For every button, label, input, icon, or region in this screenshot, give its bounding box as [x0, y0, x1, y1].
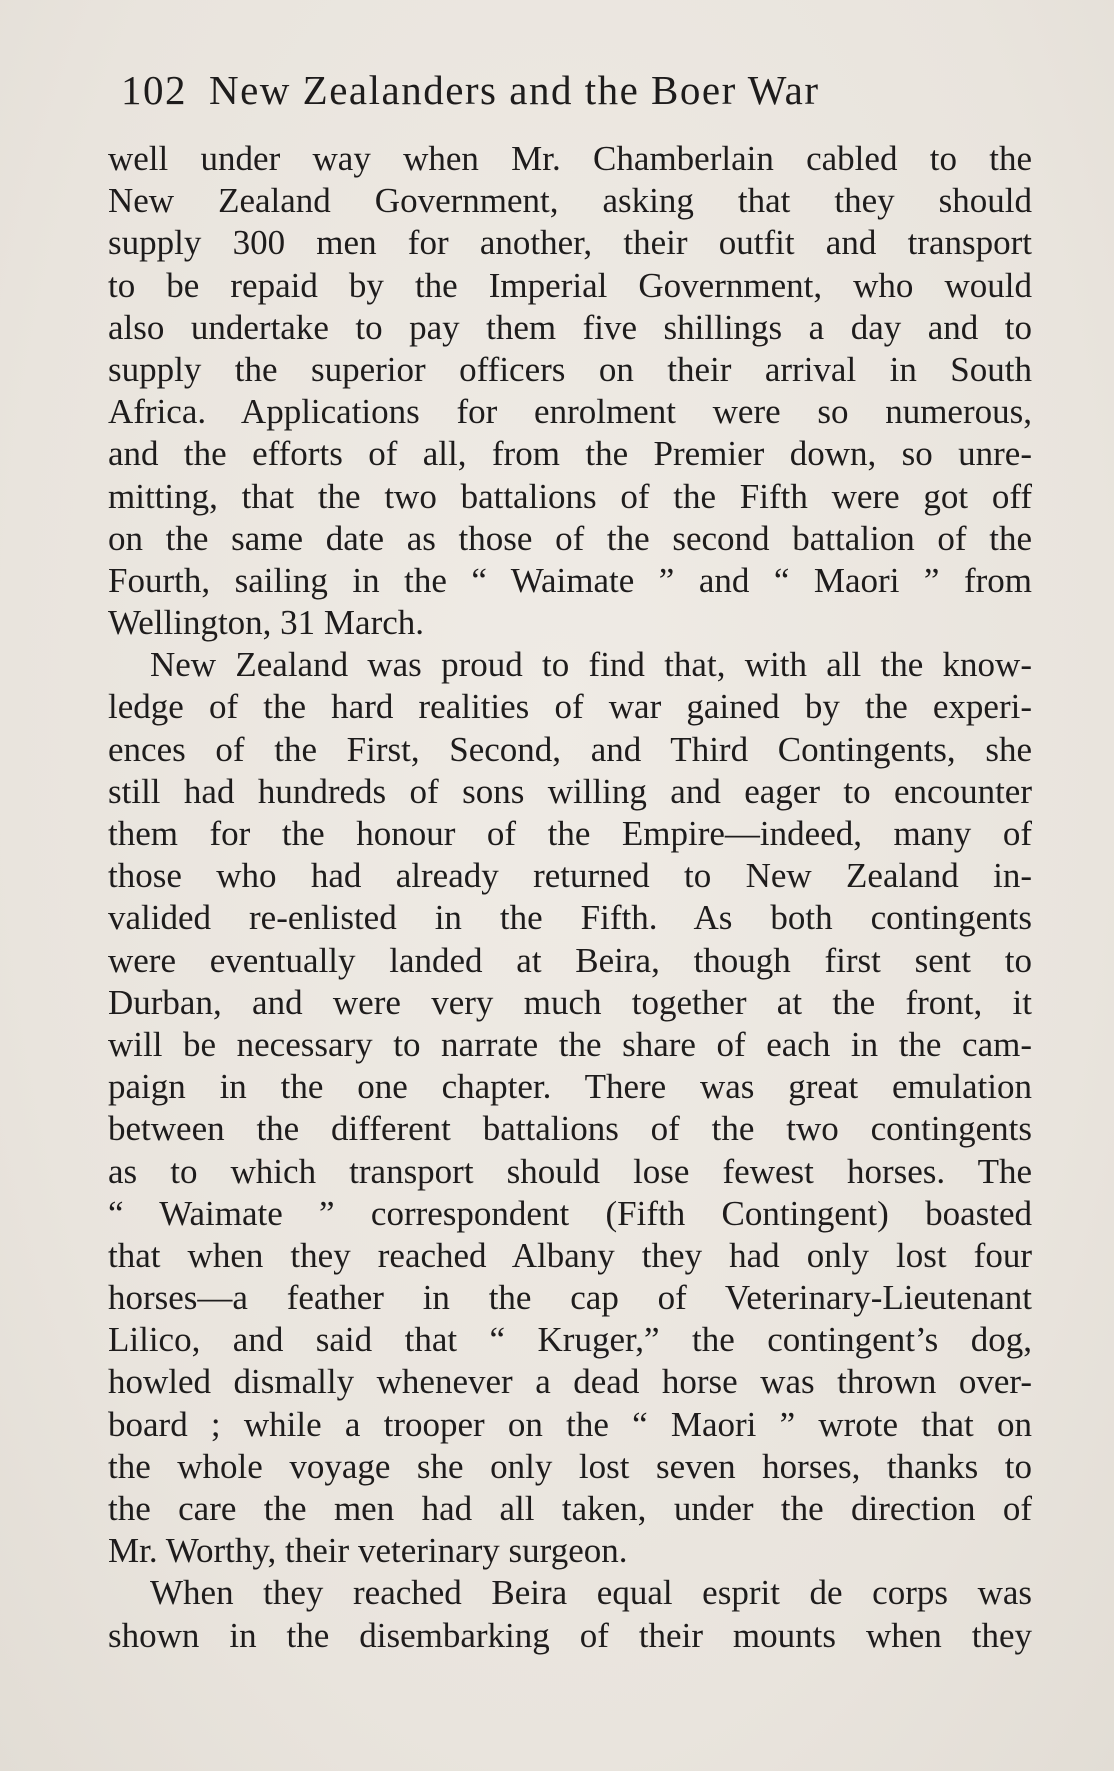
text-line: still had hundreds of sons willing and eager to encounter — [108, 771, 1032, 811]
text-line: shown in the disembarking of their mounts when they — [108, 1615, 1032, 1655]
text-line: well under way when Mr. Chamberlain cabled to the — [108, 139, 1032, 178]
text-line: “ Waimate ” correspondent (Fifth Contingent) boasted — [108, 1193, 1032, 1233]
page-number: 102 — [121, 67, 187, 113]
text-line: Wellington, 31 March. — [108, 603, 425, 643]
text-line: were eventually landed at Beira, though first sent to — [108, 940, 1032, 980]
text-line: howled dismally whenever a dead horse was thrown over- — [108, 1362, 1032, 1402]
text-line: Lilico, and said that “ Kruger,” the contingent’s dog, — [108, 1320, 1032, 1360]
text-line: on the same date as those of the second battalion of the — [108, 518, 1032, 558]
running-head — [121, 66, 981, 126]
text-line: board ; while a trooper on the “ Maori ” wrote that on — [108, 1404, 1032, 1444]
text-line: as to which transport should lose fewest horses. The — [108, 1151, 1032, 1191]
text-line: supply 300 men for another, their outfit and transport — [108, 223, 1032, 263]
text-line: paign in the one chapter. There was great emulation — [108, 1067, 1032, 1107]
text-line: and the efforts of all, from the Premier down, so unre- — [108, 434, 1032, 474]
text-line: horses—a feather in the cap of Veterinary-Lieutenant — [108, 1278, 1032, 1318]
text-line: between the different battalions of the two contingents — [108, 1109, 1032, 1149]
text-line: ledge of the hard realities of war gained by the experi- — [108, 687, 1032, 727]
text-line: Durban, and were very much together at the front, it — [108, 982, 1032, 1022]
text-line: the care the men had all taken, under the direction of — [108, 1489, 1032, 1528]
text-line: those who had already returned to New Zealand in- — [108, 856, 1032, 896]
body-text — [108, 138, 1032, 1657]
paragraph-first-line: New Zealand was proud to find that, with all the know- — [150, 645, 1032, 685]
text-line: ences of the First, Second, and Third Contingents, she — [108, 729, 1032, 769]
running-title: New Zealanders and the Boer War — [209, 67, 820, 113]
text-line: that when they reached Albany they had only lost four — [108, 1235, 1032, 1275]
text-line: supply the superior officers on their arrival in South — [108, 349, 1032, 389]
text-line: Mr. Worthy, their veterinary surgeon. — [108, 1531, 628, 1571]
text-line: New Zealand Government, asking that they should — [108, 181, 1032, 221]
paragraph-first-line: When they reached Beira equal esprit de corps was — [150, 1573, 1032, 1613]
text-line: the whole voyage she only lost seven horses, thanks to — [108, 1446, 1032, 1486]
text-line: Africa. Applications for enrolment were so numerous, — [108, 392, 1032, 432]
text-line: them for the honour of the Empire—indeed, many of — [108, 814, 1032, 853]
text-line: valided re-enlisted in the Fifth. As both contingents — [108, 898, 1032, 938]
text-line: mitting, that the two battalions of the Fifth were got off — [108, 476, 1032, 516]
text-line: also undertake to pay them five shillings a day and to — [108, 307, 1032, 347]
text-line: will be necessary to narrate the share of each in the cam- — [108, 1024, 1032, 1064]
text-line: to be repaid by the Imperial Government, who would — [108, 265, 1032, 305]
text-line: Fourth, sailing in the “ Waimate ” and “ Maori ” from — [108, 560, 1032, 600]
